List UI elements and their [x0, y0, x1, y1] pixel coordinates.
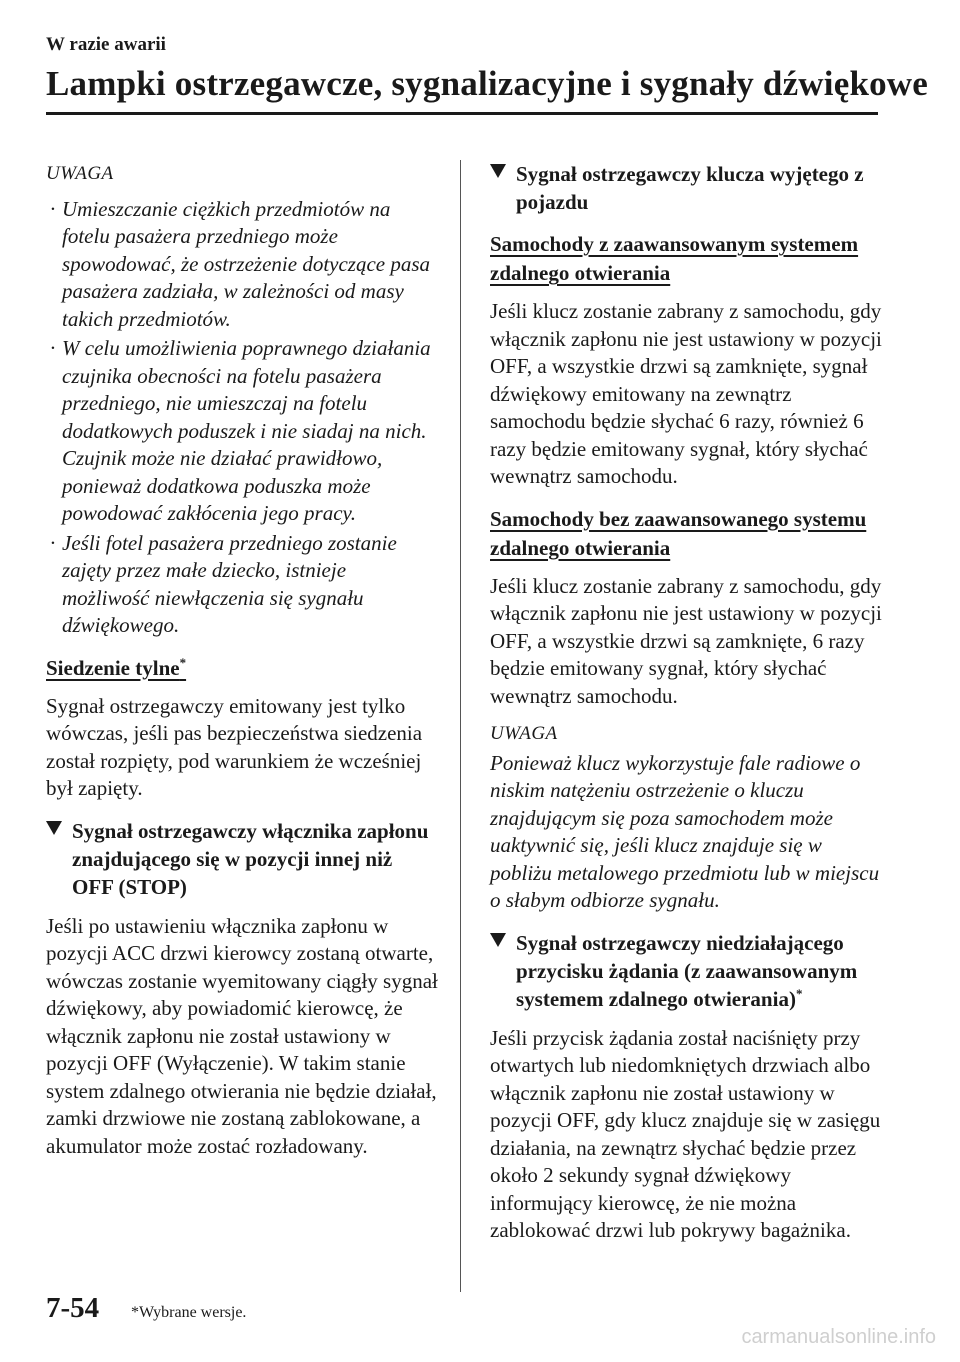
column-divider — [460, 160, 461, 1292]
page-number: 7-54 — [46, 1292, 100, 1324]
watermark: carmanualsonline.info — [741, 1326, 936, 1348]
bullet-icon: · — [50, 196, 56, 221]
page-header — [46, 34, 929, 104]
footnote-star: * — [179, 654, 187, 670]
bullet-icon: · — [50, 336, 56, 360]
advanced-system-text: Jeśli klucz zostanie zabrany z samochodu, gdy włącznik zapłonu nie jest ustawiony w pozycji OFF, a wszystkie drzwi są zamknięte, sygnał dźwiękowy emitowany na zewnątrz samochodu będzie słychać 6 razy, również 6 razy będzie emitowany sygnał, który słychać wewnątrz samochodu. — [490, 299, 882, 488]
ignition-heading: Sygnał ostrzegawczy włącznika zapłonu znajdującego się w pozycji innej niż OFF (STOP) — [46, 817, 438, 901]
ignition-text: Jeśli po ustawieniu włącznika zapłonu w pozycji ACC drzwi kierowcy zostaną otwarte, wówczas zostanie wyemitowany ciągły sygnał dźwiękowy, aby powiadomić kierowcę, że włącznik zapłonu nie został ustawiony w pozycji OFF (Wyłączenie). W takim stanie system zdalnego otwierania nie będzie działał, zamki drzwiowe nie zostaną zablokowane, a akumulator może zostać rozładowany. — [46, 913, 438, 1158]
advanced-system-heading: Samochody z zaawansowanym systemem zdalnego otwierania — [490, 232, 859, 285]
header-rule — [46, 112, 878, 115]
no-advanced-system-text: Jeśli klucz zostanie zabrany z samochodu, gdy włącznik zapłonu nie jest ustawiony w pozycji OFF, a wszystkie drzwi są zamknięte, 6 razy będzie emitowany sygnał, który słychać wewnątrz samochodu. — [490, 573, 882, 708]
no-advanced-system-heading: Samochody bez zaawansowanego systemu zdalnego otwierania — [490, 506, 867, 560]
triangle-down-icon — [46, 821, 62, 835]
note-text: Ponieważ klucz wykorzystuje fale radiowe o niskim natężeniu ostrzeżenie o kluczu znajdującym się poza samochodem może uaktywnić się, jeśli klucz znajduje się w pobliżu metalowego przedmiotu lub w miejscu o słabym odbiorze sygnału. — [490, 750, 880, 912]
page-title: Lampki ostrzegawcze, sygnalizacyjne i sygnały dźwiękowe — [46, 64, 929, 103]
footnote-star: * — [795, 985, 803, 1001]
triangle-down-icon — [490, 933, 506, 947]
note-label: UWAGA — [46, 163, 114, 184]
request-button-text: Jeśli przycisk żądania został naciśnięty przy otwartych lub niedomkniętych drzwiach albo włącznik zapłonu nie został ustawiony w pozycji OFF, gdy klucz znajduje się w zasięgu działania, na zewnątrz słychać będzie przez około 2 sekundy sygnał dźwiękowy informujący kierowcę, że nie można zablokować drzwi lub pokrywy bagażnika. — [490, 1025, 881, 1242]
footnote: *Wybrane wersje. — [131, 1304, 247, 1321]
right-column — [490, 160, 882, 1255]
list-item: · W celu umożliwienia poprawnego działania czujnika obecności na fotelu pasażera przedniego, nie umieszczaj na fotelu dodatkowych poduszek i nie siadaj na nich. Czujnik może nie działać prawidłowo, ponieważ dodatkowa poduszka może powodować zakłócenia jego pracy. — [50, 336, 431, 525]
note-label: UWAGA — [490, 723, 558, 744]
left-column — [46, 160, 438, 1170]
rear-seat-heading: Siedzenie tylne* — [46, 654, 187, 680]
request-button-heading: Sygnał ostrzegawczy niedziałającego przycisku żądania (z zaawansowanym systemem zdalnego otwierania)* — [490, 929, 882, 1013]
key-heading: Sygnał ostrzegawczy klucza wyjętego z pojazdu — [490, 160, 882, 216]
note-list — [46, 196, 438, 640]
bullet-icon: · — [50, 530, 56, 555]
rear-seat-text: Sygnał ostrzegawczy emitowany jest tylko wówczas, jeśli pas bezpieczeństwa siedzenia został rozpięty, pod warunkiem że wcześniej był zapięty. — [46, 693, 423, 800]
list-item: · Jeśli fotel pasażera przedniego zostanie zajęty przez małe dziecko, istnieje możliwość niewłączenia się sygnału dźwiękowego. — [50, 530, 397, 637]
triangle-down-icon — [490, 164, 506, 178]
section-label: W razie awarii — [46, 34, 166, 55]
list-item: · Umieszczanie ciężkich przedmiotów na fotelu pasażera przedniego może spowodować, że ostrzeżenie dotyczące pasa pasażera zadziała, w zależności od masy takich przedmiotów. — [50, 196, 431, 331]
